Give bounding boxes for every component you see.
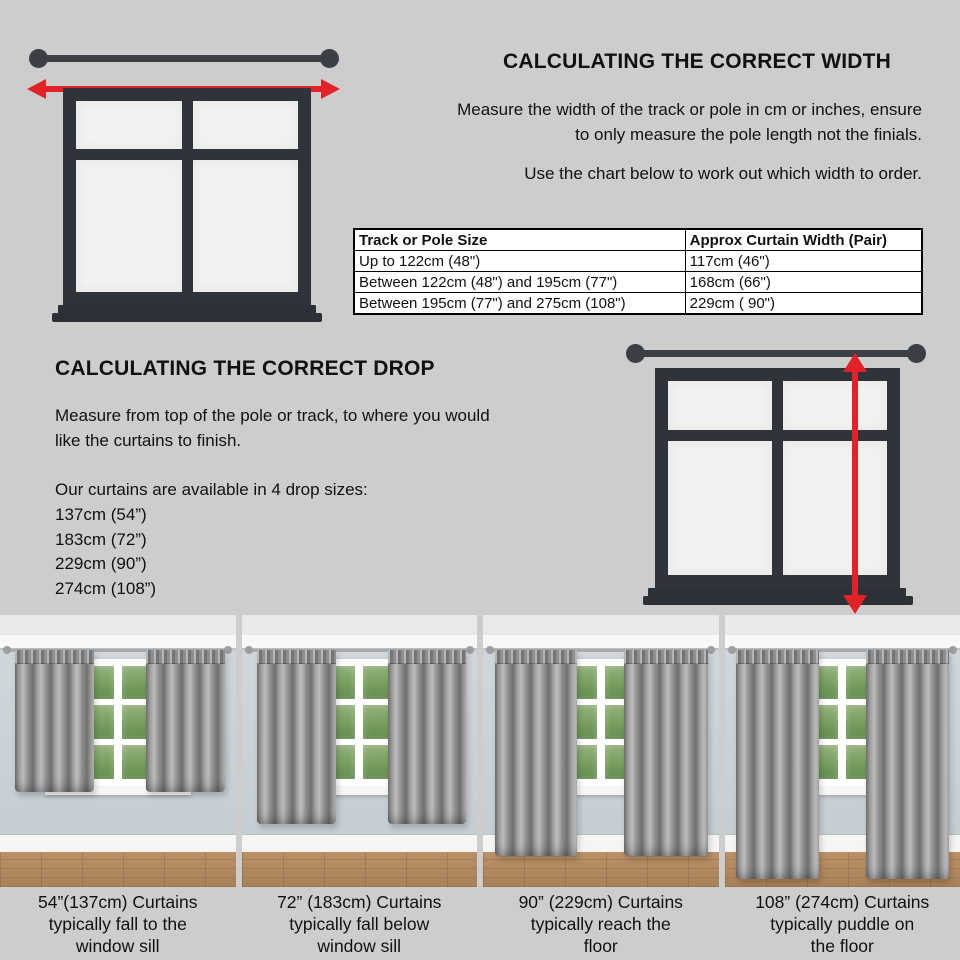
caption-line: floor — [583, 936, 618, 956]
photo-curtains-90in — [483, 615, 719, 887]
curtain-panel-left — [257, 650, 336, 824]
caption-line: typically fall below — [289, 914, 430, 934]
curtain-panel-right — [388, 650, 467, 824]
drop-section-title: CALCULATING THE CORRECT DROP — [55, 357, 435, 380]
table-header-row — [354, 229, 922, 251]
ceiling — [725, 615, 960, 635]
photo-curtains-108in — [725, 615, 960, 887]
window-pane — [76, 101, 182, 149]
drop-sizes-list — [55, 503, 156, 601]
curtain-panel-left — [495, 650, 577, 855]
window-pane — [783, 381, 887, 430]
window-pane — [193, 160, 299, 292]
pole-finial-icon — [626, 344, 645, 363]
drop-size-item: 137cm (54”) — [55, 505, 147, 524]
drop-measure-arrow-icon — [843, 353, 867, 614]
table-row — [354, 293, 922, 315]
caption-line: typically fall to the — [48, 914, 187, 934]
curtain-panel-left — [736, 650, 818, 878]
caption-108in — [725, 891, 960, 957]
drop-paragraph-line: like the curtains to finish. — [55, 431, 242, 450]
ceiling — [483, 615, 719, 635]
width-paragraph-line: Measure the width of the track or pole in cm or inches, ensure — [457, 100, 922, 119]
caption-54in — [0, 891, 236, 957]
width-section-title: CALCULATING THE CORRECT WIDTH — [502, 50, 892, 73]
caption-line: the floor — [810, 936, 874, 956]
drop-size-item: 274cm (108”) — [55, 578, 157, 598]
window-pane — [668, 441, 772, 576]
arrow-shaft — [852, 368, 858, 599]
caption-line: window sill — [317, 936, 402, 956]
width-chart-hint: Use the chart below to work out which width to order. — [524, 164, 922, 183]
crown-molding — [483, 635, 719, 647]
wood-floor — [242, 852, 478, 887]
curtain-panel-right — [866, 650, 950, 878]
caption-90in — [483, 891, 719, 957]
drop-example-photos — [0, 615, 960, 887]
table-cell-pole-size: Up to 122cm (48") — [354, 251, 685, 272]
caption-line: 54”(137cm) Curtains — [38, 892, 198, 912]
drop-size-item: 183cm (72”) — [55, 529, 147, 549]
table-row — [354, 272, 922, 293]
ceiling — [0, 615, 236, 635]
caption-line: 90” (229cm) Curtains — [518, 892, 683, 912]
table-header-track-or-pole: Track or Pole Size — [354, 229, 685, 251]
example-captions — [0, 891, 960, 957]
caption-line: typically puddle on — [770, 914, 915, 934]
curtain-panel-right — [624, 650, 708, 855]
drop-paragraph-line: Measure from top of the pole or track, to where you would — [55, 406, 490, 425]
table-row — [354, 251, 922, 272]
pole-finial-icon — [907, 344, 926, 363]
arrow-down-head-icon — [843, 595, 867, 614]
window-pane — [668, 381, 772, 430]
width-chart-table — [353, 228, 923, 315]
window-pane — [193, 101, 299, 149]
pole-finial-icon — [320, 49, 339, 68]
curtain-pole-graphic — [635, 350, 917, 357]
wood-floor — [0, 852, 236, 887]
table-cell-curtain-width: 229cm ( 90") — [685, 293, 922, 315]
crown-molding — [242, 635, 478, 647]
ceiling — [242, 615, 478, 635]
window-sill-graphic — [643, 596, 913, 605]
pole-finial-icon — [29, 49, 48, 68]
wood-floor — [483, 852, 719, 887]
window-sill-graphic — [52, 313, 322, 322]
table-header-curtain-width: Approx Curtain Width (Pair) — [685, 229, 922, 251]
baseboard — [242, 835, 478, 851]
photo-curtains-72in — [242, 615, 478, 887]
crown-molding — [725, 635, 960, 647]
caption-line: 72” (183cm) Curtains — [277, 892, 442, 912]
drop-sizes-intro: Our curtains are available in 4 drop sizes: — [55, 480, 368, 499]
curtain-panel-left — [15, 650, 94, 791]
caption-72in — [242, 891, 478, 957]
caption-line: 108” (274cm) Curtains — [755, 892, 930, 912]
table-cell-curtain-width: 168cm (66") — [685, 272, 922, 293]
curtain-panel-right — [146, 650, 225, 791]
arrow-right-head-icon — [321, 79, 340, 99]
baseboard — [0, 835, 236, 851]
window-pane — [783, 441, 887, 576]
table-cell-pole-size: Between 122cm (48") and 195cm (77") — [354, 272, 685, 293]
caption-line: window sill — [75, 936, 160, 956]
drop-size-item: 229cm (90”) — [55, 554, 147, 573]
table-cell-curtain-width: 117cm (46") — [685, 251, 922, 272]
crown-molding — [0, 635, 236, 647]
table-cell-pole-size: Between 195cm (77") and 275cm (108") — [354, 293, 685, 315]
photo-curtains-54in — [0, 615, 236, 887]
drop-measure-illustration — [600, 330, 960, 620]
width-paragraph-line: to only measure the pole length not the finials. — [575, 125, 922, 144]
window-graphic — [63, 88, 311, 305]
caption-line: typically reach the — [530, 914, 671, 934]
window-pane — [76, 160, 182, 292]
curtain-pole-graphic — [38, 55, 330, 62]
width-measure-illustration — [0, 0, 360, 340]
